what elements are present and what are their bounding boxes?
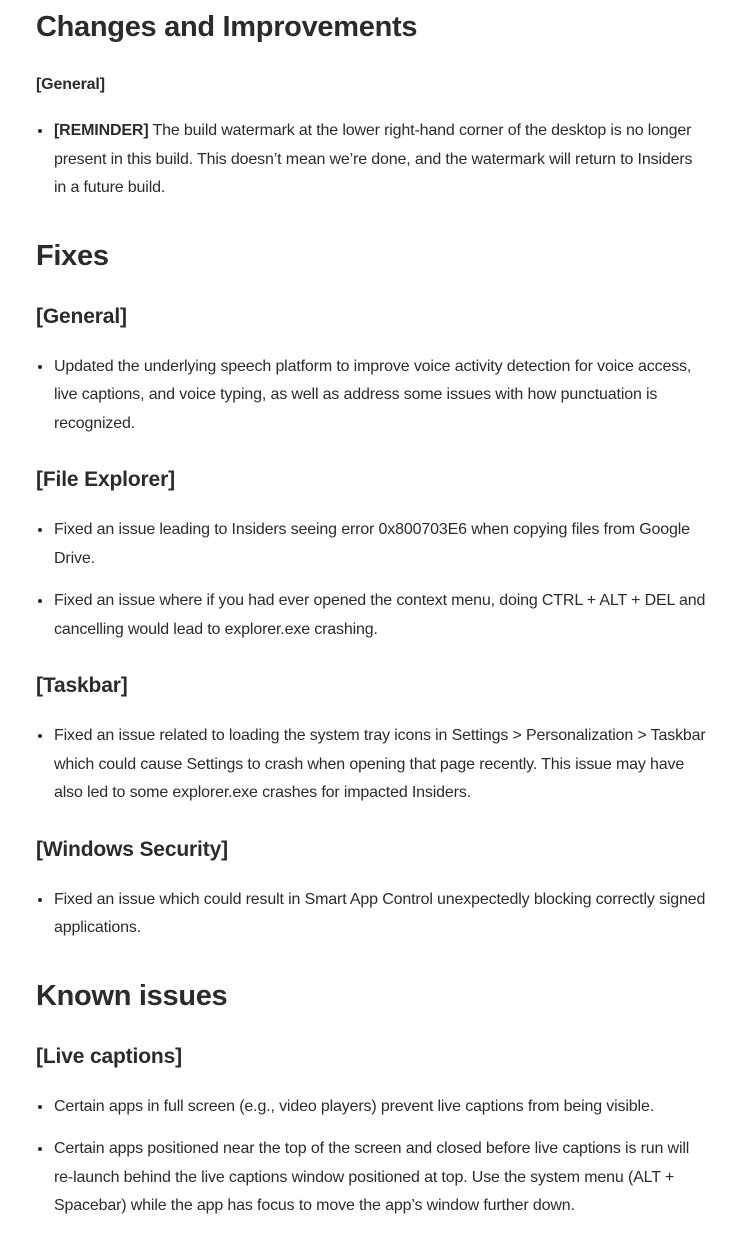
group-title: [Live captions] (36, 1044, 182, 1068)
section-changes-and-improvements (36, 8, 707, 203)
group-title: [Taskbar] (36, 674, 128, 697)
group-windows-security (36, 836, 707, 943)
group-live-captions (36, 1043, 707, 1221)
list-item-text: Certain apps in full screen (e.g., video players) prevent live captions from being visible. (54, 1097, 654, 1115)
group-file-explorer (36, 466, 707, 644)
list-item (53, 886, 707, 943)
list-item (53, 516, 707, 573)
group-title: [General] (36, 76, 105, 93)
group-taskbar (36, 672, 707, 808)
group-title: [General] (36, 304, 127, 328)
list-item-text: Fixed an issue where if you had ever opened the context menu, doing CTRL + ALT + DEL and cancelling would lead to explorer.exe crashing. (54, 592, 706, 638)
list-item-text: Updated the underlying speech platform to improve voice activity detection for voice access, live captions, and voice typing, as well as address some issues with how punctuation is recognized. (54, 357, 692, 432)
group-general (36, 74, 707, 203)
section-title: Known issues (36, 979, 228, 1012)
list-item-text: Fixed an issue which could result in Smart App Control unexpectedly blocking correctly signed applications. (54, 890, 706, 936)
list-item (53, 1135, 707, 1221)
bullet-list (36, 353, 707, 439)
list-item (53, 587, 707, 644)
list-item-text: Certain apps positioned near the top of the screen and closed before live captions is run will re-launch behind the live captions window positioned at top. Use the system menu (ALT + Spacebar) while the app has focus to move the app’s window further down. (54, 1140, 690, 1214)
bullet-list (36, 722, 707, 808)
section-fixes (36, 237, 707, 943)
list-item-text: The build watermark at the lower right-hand corner of the desktop is no longer present in this build. This doesn’t mean we’re done, and the watermark will return to Insiders in a future build. (54, 122, 693, 196)
group-title: [Windows Security] (36, 837, 228, 861)
group-general-fixes (36, 303, 707, 439)
bullet-list (36, 117, 707, 203)
section-title: Fixes (36, 239, 109, 272)
list-item (53, 1093, 707, 1122)
section-known-issues (36, 977, 707, 1221)
list-item (53, 722, 707, 808)
group-title: [File Explorer] (36, 468, 175, 491)
reminder-label: [REMINDER] (54, 122, 149, 139)
bullet-list (36, 516, 707, 644)
bullet-list (36, 1093, 707, 1221)
list-item (53, 353, 707, 439)
list-item-text: Fixed an issue related to loading the system tray icons in Settings > Personalization > Taskbar which could cause Settings to crash when opening that page recently. This issue may have also led to some explorer.exe crashes for impacted Insiders. (54, 727, 706, 801)
list-item-text: Fixed an issue leading to Insiders seeing error 0x800703E6 when copying files from Google Drive. (54, 521, 690, 567)
bullet-list (36, 886, 707, 943)
list-item (53, 117, 707, 203)
section-title: Changes and Improvements (36, 11, 418, 43)
